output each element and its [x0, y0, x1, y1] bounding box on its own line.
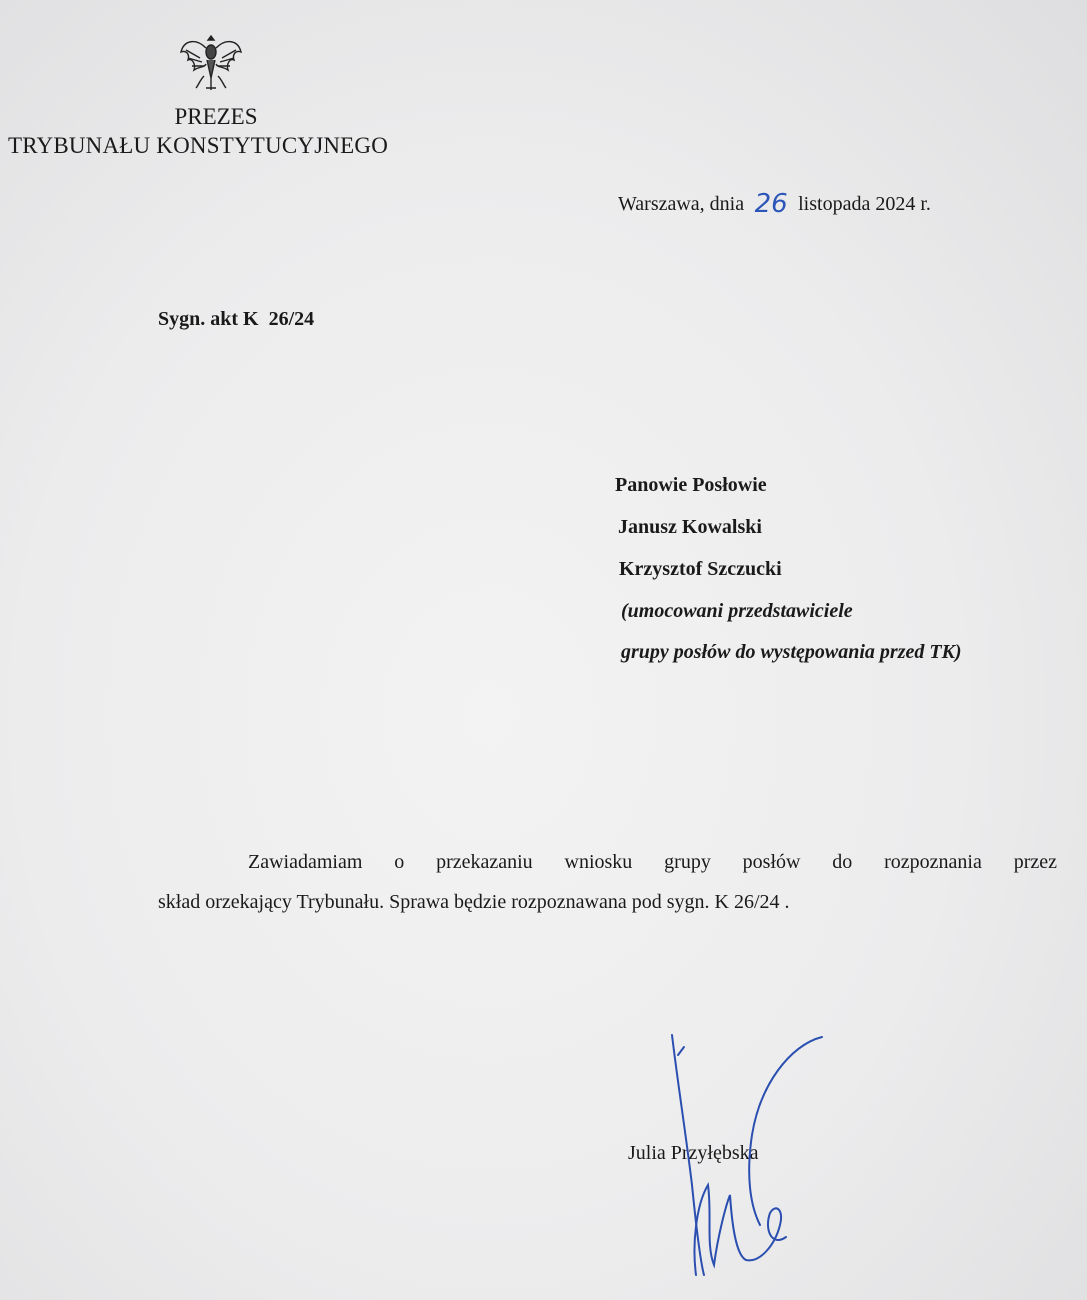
case-reference: Sygn. akt K 26/24 — [158, 308, 315, 330]
header-institution: TRYBUNAŁU KONSTYTUCYJNEGO — [8, 133, 389, 158]
addressee-name: Krzysztof Szczucki — [619, 558, 782, 580]
addressee-name: Janusz Kowalski — [618, 516, 762, 538]
date-prefix: Warszawa, dnia — [618, 193, 745, 215]
date-day-handwritten: 26 — [754, 189, 788, 219]
handwritten-signature — [600, 1025, 840, 1285]
signatory-name: Julia Przyłębska — [628, 1142, 759, 1164]
addressee-note: grupy posłów do występowania przed TK) — [621, 641, 962, 663]
body-line: Zawiadamiam o przekazaniu wniosku grupy posłów do rozpoznania przez — [248, 851, 1057, 873]
addressee-salutation: Panowie Posłowie — [615, 474, 767, 496]
date-suffix: listopada 2024 r. — [798, 193, 931, 215]
addressee-note: (umocowani przedstawiciele — [621, 600, 853, 622]
body-paragraph — [158, 842, 1057, 922]
header-title: PREZES — [174, 104, 258, 129]
eagle-emblem-icon — [178, 30, 244, 96]
body-line: skład orzekający Trybunału. Sprawa będzie rozpoznawana pod sygn. K 26/24 . — [158, 891, 790, 913]
date-line — [618, 187, 931, 217]
